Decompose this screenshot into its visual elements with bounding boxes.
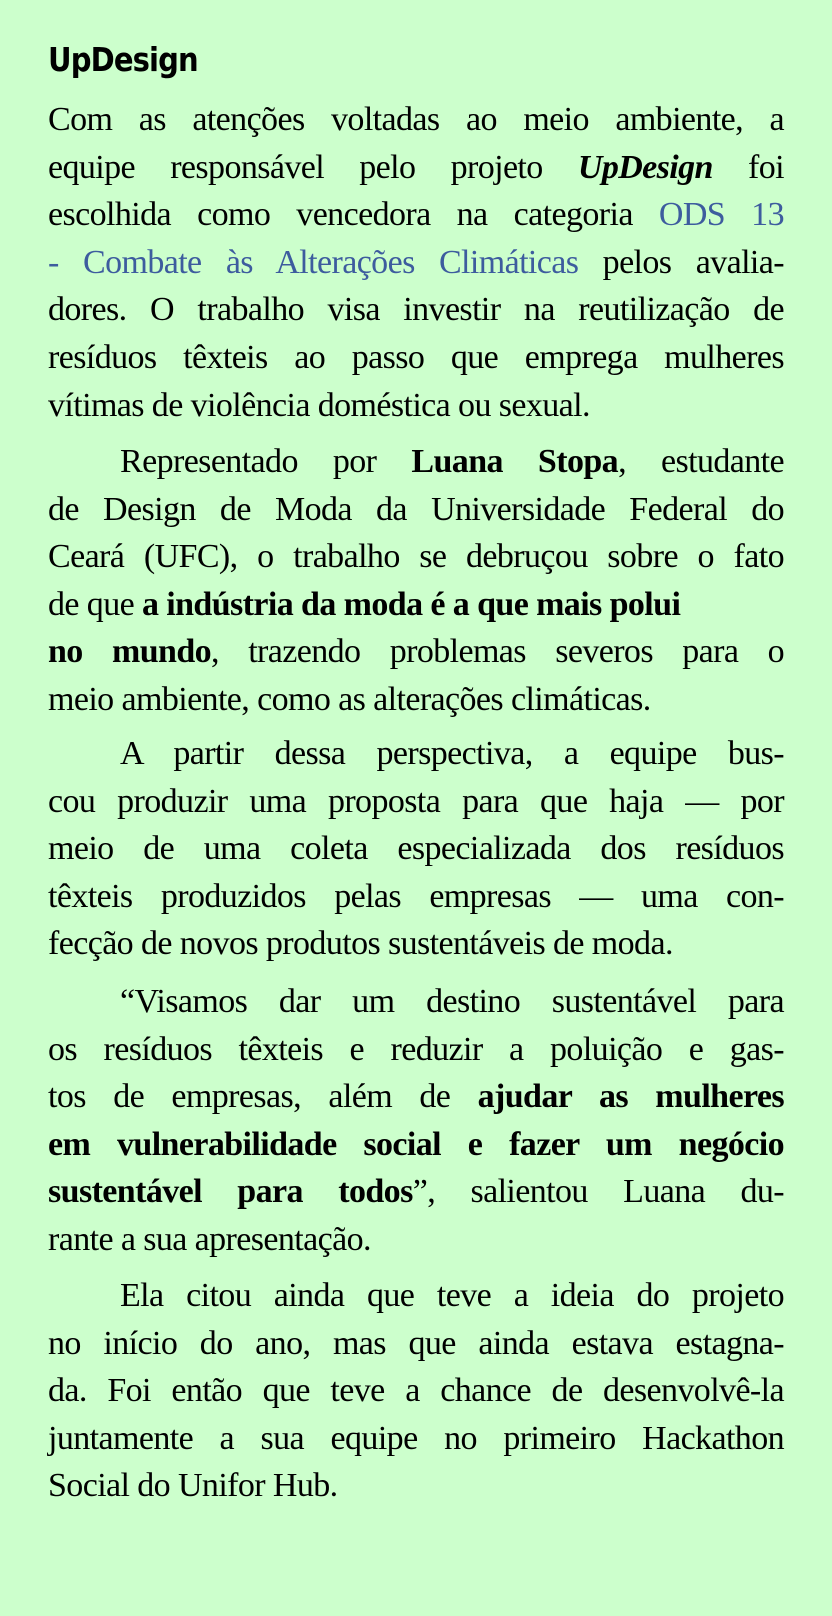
text-span: no início do ano, mas que ainda estava estagna- — [48, 1324, 784, 1362]
text-span: Social do Unifor Hub. — [48, 1467, 338, 1505]
text-span: cou produzir uma proposta para que haja — por — [48, 782, 784, 820]
text-span: escolhida como vencedora na categoria — [48, 196, 659, 234]
text-line — [48, 1026, 784, 1074]
text-span: meio ambiente, como as alterações climáticas. — [48, 680, 651, 718]
ods-13-link[interactable]: - Combate às Alterações Climáticas — [48, 243, 579, 281]
text-span: Ela citou ainda que teve a ideia do projeto — [120, 1277, 784, 1314]
text-span: vítimas de violência doméstica ou sexual. — [48, 386, 590, 424]
paragraph — [48, 978, 784, 1264]
text-span: foi — [712, 148, 784, 186]
text-line — [48, 920, 784, 968]
paragraph — [48, 96, 784, 429]
text-span: Com as atenções voltadas ao meio ambiente, a — [48, 101, 784, 138]
text-span: de Design de Moda da Universidade Federal do — [48, 490, 784, 528]
text-span: equipe responsável pelo projeto — [48, 148, 578, 186]
text-span: da. Foi então que teve a chance de desenvolvê-la — [48, 1372, 784, 1410]
text-line — [48, 978, 784, 1026]
text-line — [48, 334, 784, 382]
text-line — [48, 286, 784, 334]
text-span: , estudante — [618, 443, 784, 480]
text-line — [48, 1073, 784, 1121]
text-line — [48, 1272, 784, 1320]
text-span: meio de uma coleta especializada dos resíduos — [48, 830, 784, 868]
text-span: pelos avalia- — [578, 243, 784, 281]
bold-text: Luana Stopa — [411, 443, 619, 480]
text-span: tos de empresas, além de — [48, 1078, 478, 1116]
text-line — [48, 1415, 784, 1463]
text-line — [48, 581, 784, 629]
text-line — [48, 96, 784, 144]
bold-text: sustentável para todos — [48, 1173, 413, 1211]
text-line — [48, 191, 784, 239]
text-span: ”, salientou Luana du- — [412, 1173, 784, 1211]
text-line — [48, 486, 784, 534]
text-line — [48, 1462, 784, 1510]
text-line — [48, 628, 784, 676]
paragraph — [48, 730, 784, 968]
text-span: resíduos têxteis ao passo que emprega mulheres — [48, 338, 784, 376]
text-line — [48, 873, 784, 921]
text-line — [48, 825, 784, 873]
bold-text: ajudar as mulheres — [477, 1078, 784, 1116]
text-span: “Visamos dar um destino sustentável para — [120, 983, 784, 1020]
paragraph — [48, 438, 784, 724]
ods-13-link[interactable]: ODS 13 — [658, 196, 784, 234]
text-line — [48, 1168, 784, 1216]
text-line — [48, 778, 784, 826]
bold-text: no mundo — [48, 633, 212, 671]
text-line — [48, 730, 784, 778]
text-line — [48, 1367, 784, 1415]
text-line — [48, 438, 784, 486]
text-span: dores. O trabalho visa investir na reutilização de — [48, 291, 784, 329]
bold-text: em vulnerabilidade social e fazer um negócio — [48, 1125, 784, 1163]
text-line — [48, 533, 784, 581]
text-line — [48, 1121, 784, 1169]
text-line — [48, 382, 784, 430]
bold-text: a indústria da moda é a que mais polui — [141, 585, 681, 623]
text-span: juntamente a sua equipe no primeiro Hackathon — [48, 1419, 784, 1457]
text-line — [48, 676, 784, 724]
text-line — [48, 1320, 784, 1368]
article-title: UpDesign — [48, 40, 198, 79]
text-line — [48, 144, 784, 192]
text-line — [48, 239, 784, 287]
paragraph — [48, 1272, 784, 1510]
text-span: A partir dessa perspectiva, a equipe bus- — [120, 735, 784, 772]
text-span: Representado por — [120, 443, 412, 480]
text-span: os resíduos têxteis e reduzir a poluição e gas- — [48, 1030, 784, 1068]
text-span: fecção de novos produtos sustentáveis de moda. — [48, 925, 673, 963]
bold-italic-text: UpDesign — [577, 148, 713, 186]
text-span: , trazendo problemas severos para o — [211, 633, 784, 671]
text-span: de que — [48, 585, 142, 623]
text-span: têxteis produzidos pelas empresas — uma con- — [48, 877, 784, 915]
line-content — [48, 581, 680, 629]
text-line — [48, 1216, 784, 1264]
text-span: Ceará (UFC), o trabalho se debruçou sobre o fato — [48, 538, 784, 576]
text-span: rante a sua apresentação. — [48, 1220, 371, 1258]
